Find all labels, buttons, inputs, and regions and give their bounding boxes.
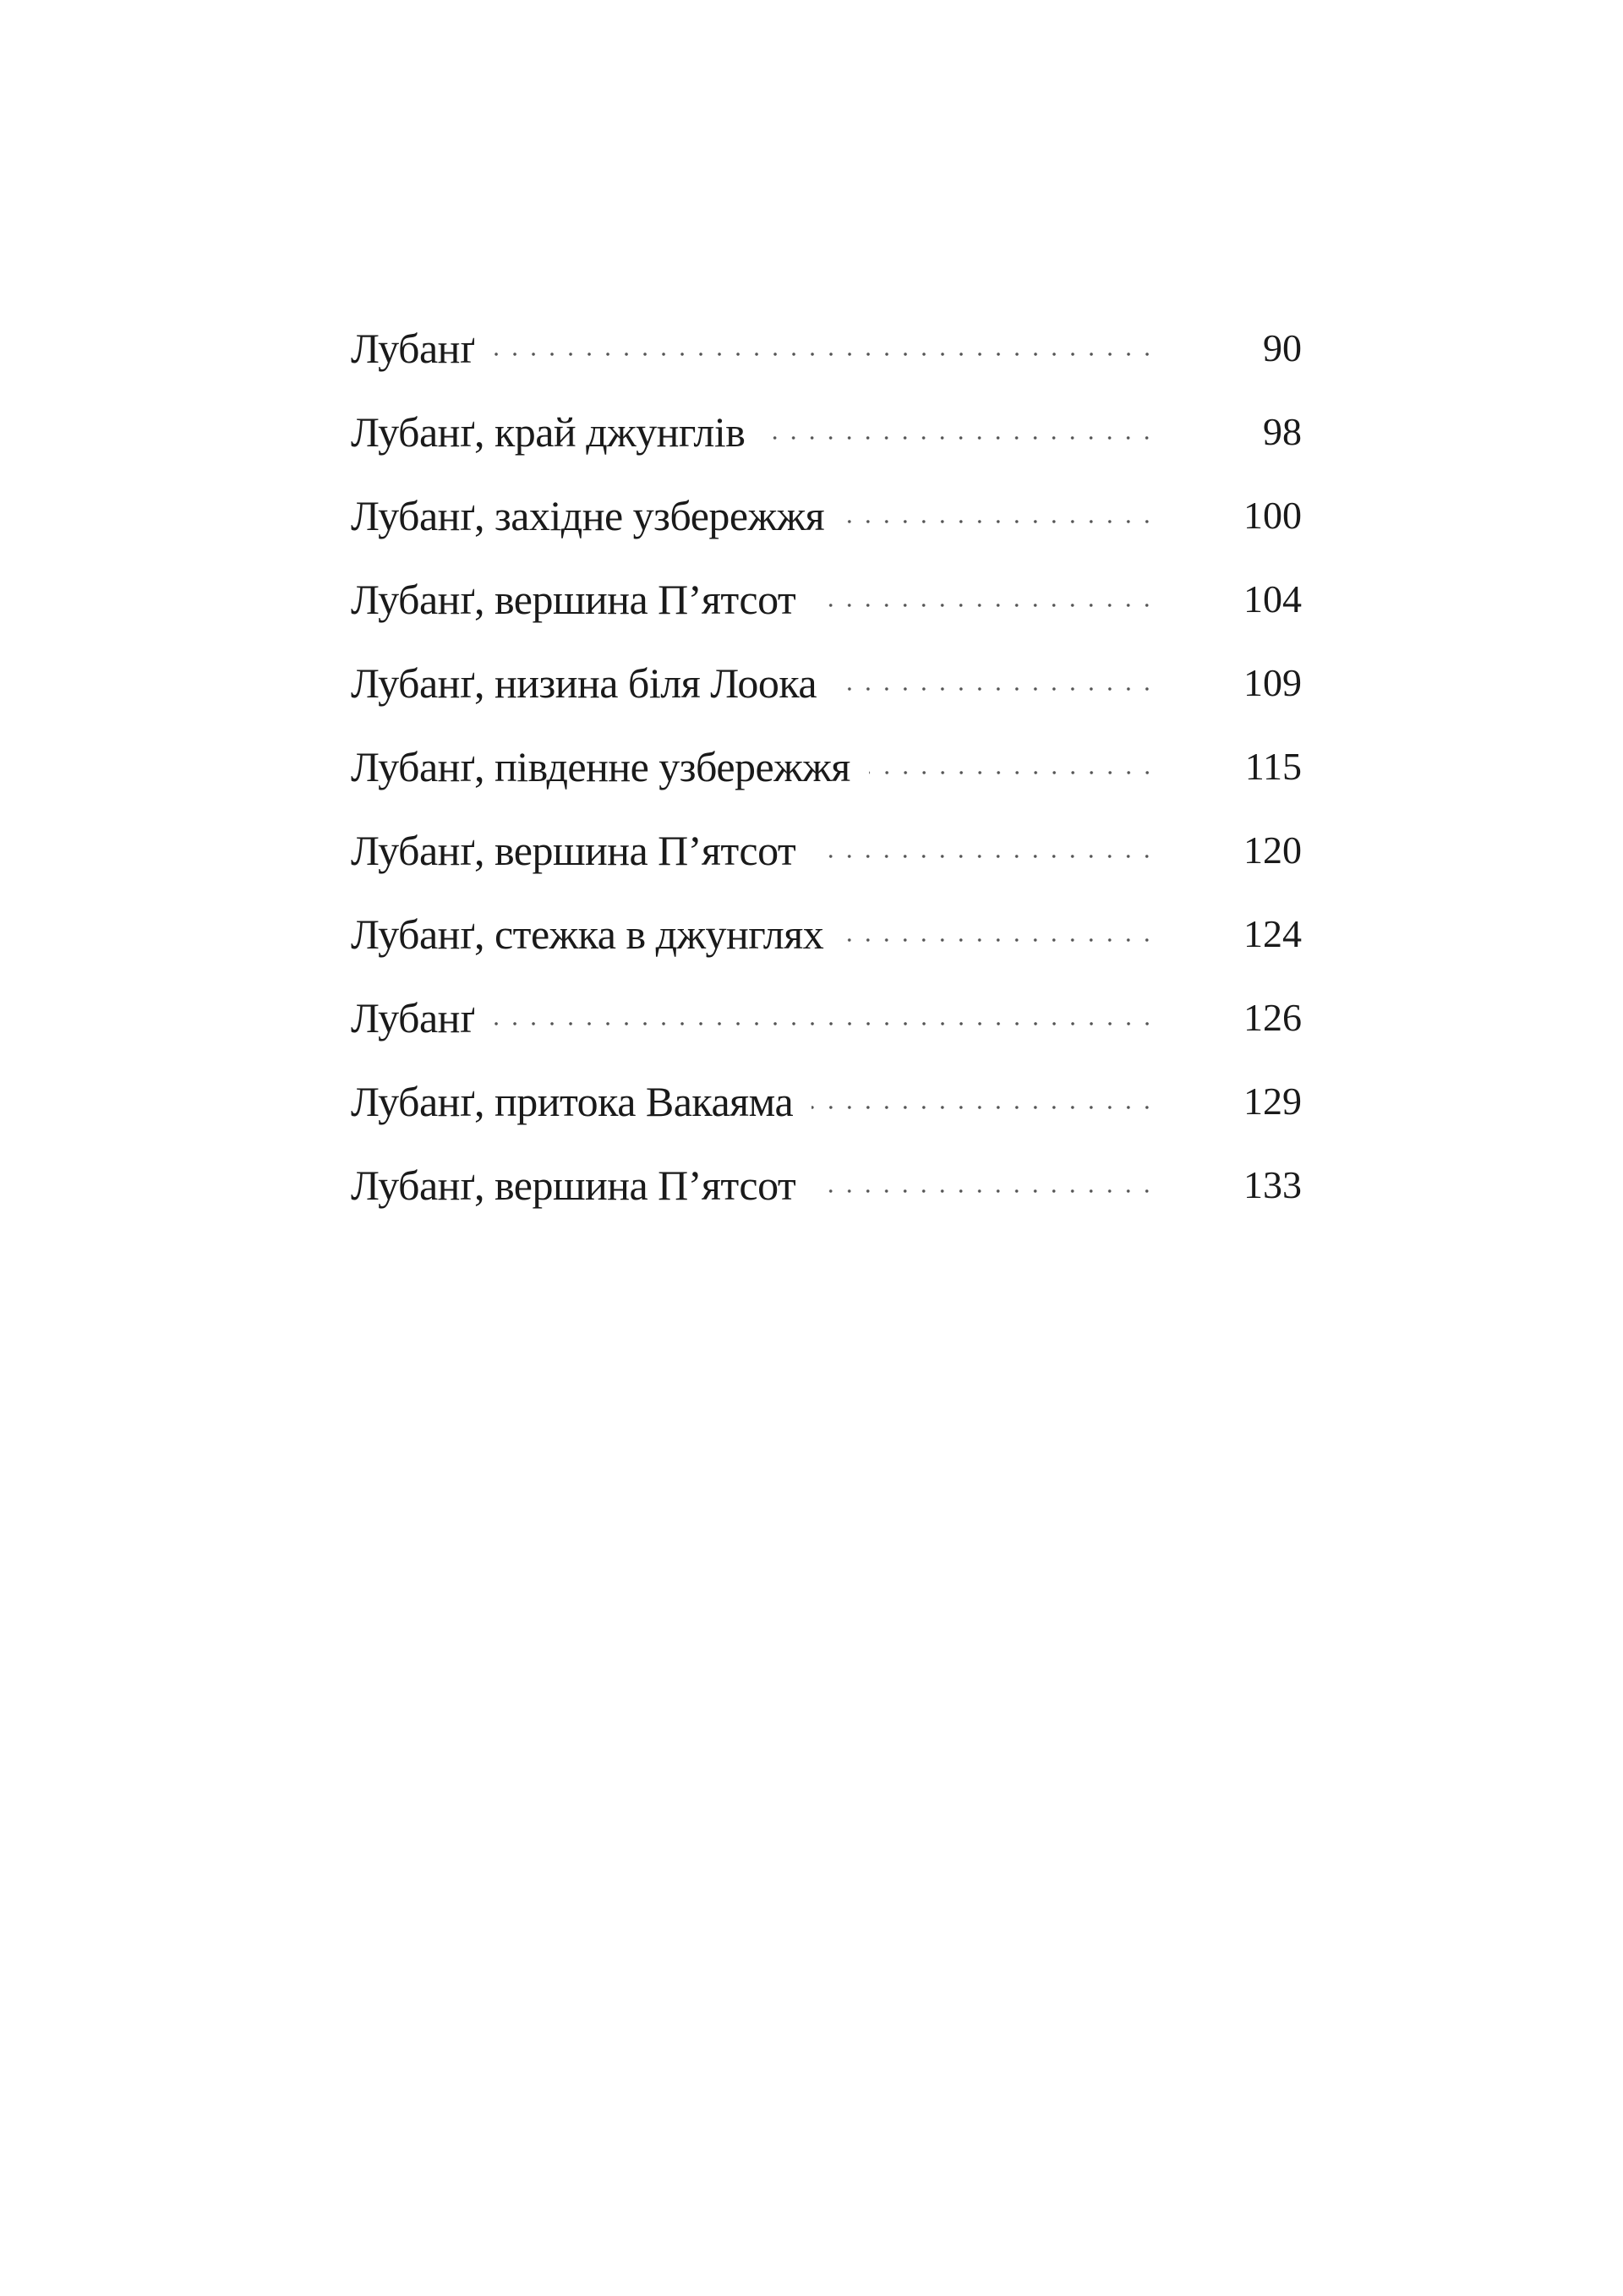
toc-entry[interactable] <box>351 557 1302 641</box>
toc-entry-title: Лубанґ, стежка в джунглях <box>351 910 824 958</box>
toc-entry[interactable] <box>351 1143 1302 1227</box>
toc-entry[interactable] <box>351 976 1302 1059</box>
toc-entry-page: 124 <box>1243 911 1302 955</box>
toc-entry-title: Лубанґ, вершина П’ятсот <box>351 575 796 623</box>
dot-leader <box>763 436 1156 440</box>
table-of-contents <box>351 306 1302 1227</box>
dot-leader <box>842 938 1156 942</box>
dot-leader <box>814 855 1156 858</box>
dot-leader <box>814 1189 1156 1193</box>
dot-leader <box>814 604 1156 607</box>
toc-entry[interactable] <box>351 306 1302 390</box>
toc-entry-page: 120 <box>1243 828 1302 872</box>
dot-leader <box>812 1106 1156 1109</box>
toc-entry-title: Лубанґ, низина біля Лоока <box>351 659 817 707</box>
toc-entry[interactable] <box>351 641 1302 724</box>
toc-entry-title: Лубанґ, вершина П’ятсот <box>351 826 796 874</box>
toc-entry-page: 133 <box>1243 1162 1302 1206</box>
toc-entry-title: Лубанґ, південне узбережжя <box>351 742 850 790</box>
toc-entry-page: 126 <box>1243 995 1302 1039</box>
toc-entry-page: 104 <box>1243 577 1302 620</box>
toc-entry[interactable] <box>351 1059 1302 1143</box>
toc-entry-title: Лубанґ, край джунглів <box>351 407 746 456</box>
toc-entry-page: 115 <box>1244 744 1302 788</box>
toc-entry[interactable] <box>351 808 1302 892</box>
dot-leader <box>493 1022 1156 1025</box>
toc-entry-page: 90 <box>1263 325 1302 369</box>
toc-entry[interactable] <box>351 724 1302 808</box>
toc-entry[interactable] <box>351 390 1302 473</box>
toc-entry-title: Лубанґ, західне узбережжя <box>351 491 825 539</box>
toc-entry-title: Лубанґ, вершина П’ятсот <box>351 1161 796 1209</box>
toc-entry[interactable] <box>351 473 1302 557</box>
toc-entry-title: Лубанґ, притока Вакаяма <box>351 1077 794 1125</box>
dot-leader <box>493 353 1156 356</box>
dot-leader <box>869 771 1156 774</box>
toc-entry[interactable] <box>351 892 1302 976</box>
dot-leader <box>835 687 1156 691</box>
toc-entry-page: 129 <box>1243 1079 1302 1123</box>
toc-entry-page: 100 <box>1243 493 1302 537</box>
toc-entry-title: Лубанґ <box>351 324 474 372</box>
toc-entry-page: 109 <box>1243 660 1302 704</box>
toc-entry-title: Лубанґ <box>351 993 474 1041</box>
dot-leader <box>843 520 1156 523</box>
toc-entry-page: 98 <box>1263 409 1302 453</box>
